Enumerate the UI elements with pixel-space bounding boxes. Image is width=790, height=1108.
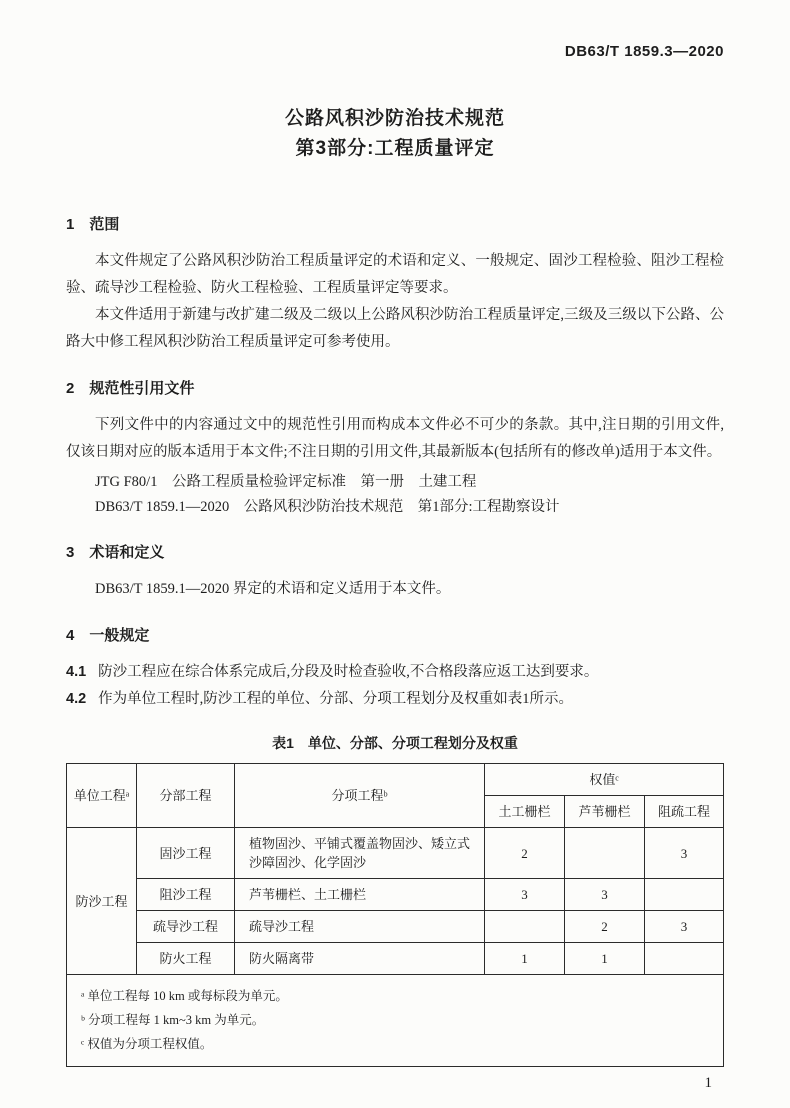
cell-unit-project-label: 防沙工程: [67, 828, 137, 975]
table-1-division-weights: [66, 763, 724, 1067]
cell-weight-block-divert: 3: [645, 828, 724, 879]
table-footnotes-cell: [67, 975, 724, 1067]
clause-4-1: [66, 659, 724, 686]
cell-item: 防火隔离带: [235, 943, 485, 975]
table-row-sand-blocking: [67, 879, 724, 911]
cell-division: 固沙工程: [137, 828, 235, 879]
cell-weight-block-divert: [645, 943, 724, 975]
table-1-caption: 表1 单位、分部、分项工程划分及权重: [272, 735, 518, 751]
clause-4-1-number: 4.1: [66, 664, 87, 680]
cell-division: 防火工程: [137, 943, 235, 975]
section-2-heading: 2 规范性引用文件: [66, 380, 195, 397]
cell-weight-geotextile: 3: [485, 879, 565, 911]
section-2-paragraph-1: 下列文件中的内容通过文中的规范性引用而构成本文件必不可少的条款。其中,注日期的引用文件,仅该日期对应的版本适用于本文件;不注日期的引用文件,其最新版本(包括所有的修改单)适用于本文件。: [66, 417, 724, 460]
clause-4-1-text: 防沙工程应在综合体系完成后,分段及时检查验收,不合格段落应返工达到要求。: [98, 664, 599, 680]
cell-item: 疏导沙工程: [235, 911, 485, 943]
col-header-block-divert-project: 阻疏工程: [645, 796, 724, 828]
title-line-1: 公路风积沙防治技术规范: [284, 108, 505, 129]
section-1-paragraph-1: 本文件规定了公路风积沙防治工程质量评定的术语和定义、一般规定、固沙工程检验、阻沙工程检验、疏导沙工程检验、防火工程检验、工程质量评定等要求。: [66, 253, 724, 296]
document-title: [66, 104, 724, 164]
table-footnotes-row: [67, 975, 724, 1067]
section-3-paragraph-1: DB63/T 1859.1—2020 界定的术语和定义适用于本文件。: [95, 581, 451, 597]
doc-number: DB63/T 1859.3—2020: [564, 43, 724, 60]
cell-weight-geotextile: [485, 911, 565, 943]
col-header-geotextile-fence: 土工栅栏: [485, 796, 565, 828]
cell-weight-reed: [565, 828, 645, 879]
cell-division: 疏导沙工程: [137, 911, 235, 943]
clause-4-2-number: 4.2: [66, 691, 87, 707]
col-header-division-project: 分部工程: [137, 764, 235, 828]
reference-entry-jtg: JTG F80/1 公路工程质量检验评定标准 第一册 土建工程: [95, 474, 477, 490]
section-4-heading: 4 一般规定: [66, 627, 150, 644]
section-1-heading: 1 范围: [66, 216, 120, 233]
table-row-sand-diverting: [67, 911, 724, 943]
clause-4-2-text: 作为单位工程时,防沙工程的单位、分部、分项工程划分及权重如表1所示。: [98, 691, 574, 707]
col-header-weight: 权值ᶜ: [485, 764, 724, 796]
table-footnote-c: ᶜ 权值为分项工程权值。: [81, 1037, 213, 1051]
cell-weight-reed: 2: [565, 911, 645, 943]
cell-division: 阻沙工程: [137, 879, 235, 911]
section-1-paragraph-2: 本文件适用于新建与改扩建二级及二级以上公路风积沙防治工程质量评定,三级及三级以下公路、公路大中修工程风积沙防治工程质量评定可参考使用。: [66, 307, 724, 350]
cell-weight-geotextile: 1: [485, 943, 565, 975]
col-header-item-project: 分项工程ᵇ: [235, 764, 485, 828]
table-footnote-b: ᵇ 分项工程每 1 km~3 km 为单元。: [81, 1013, 265, 1027]
col-header-unit-project: 单位工程ᵃ: [67, 764, 137, 828]
cell-weight-reed: 3: [565, 879, 645, 911]
cell-weight-geotextile: 2: [485, 828, 565, 879]
table-header-row-1: [67, 764, 724, 796]
cell-item: 植物固沙、平铺式覆盖物固沙、矮立式沙障固沙、化学固沙: [235, 828, 485, 879]
table-row-sand-fixing: [67, 828, 724, 879]
cell-weight-block-divert: [645, 879, 724, 911]
normative-references-list: [66, 470, 724, 520]
page-number: 1: [704, 1075, 712, 1091]
section-3-heading: 3 术语和定义: [66, 544, 165, 561]
reference-entry-db63: DB63/T 1859.1—2020 公路风积沙防治技术规范 第1部分:工程勘察设计: [95, 499, 560, 515]
title-line-2: 第3部分:工程质量评定: [295, 138, 495, 159]
cell-weight-reed: 1: [565, 943, 645, 975]
table-row-fire-prevention: [67, 943, 724, 975]
cell-item: 芦苇栅栏、土工栅栏: [235, 879, 485, 911]
clause-4-2: [66, 686, 724, 713]
table-footnote-a: ᵃ 单位工程每 10 km 或每标段为单元。: [81, 989, 288, 1003]
col-header-reed-fence: 芦苇栅栏: [565, 796, 645, 828]
cell-weight-block-divert: 3: [645, 911, 724, 943]
